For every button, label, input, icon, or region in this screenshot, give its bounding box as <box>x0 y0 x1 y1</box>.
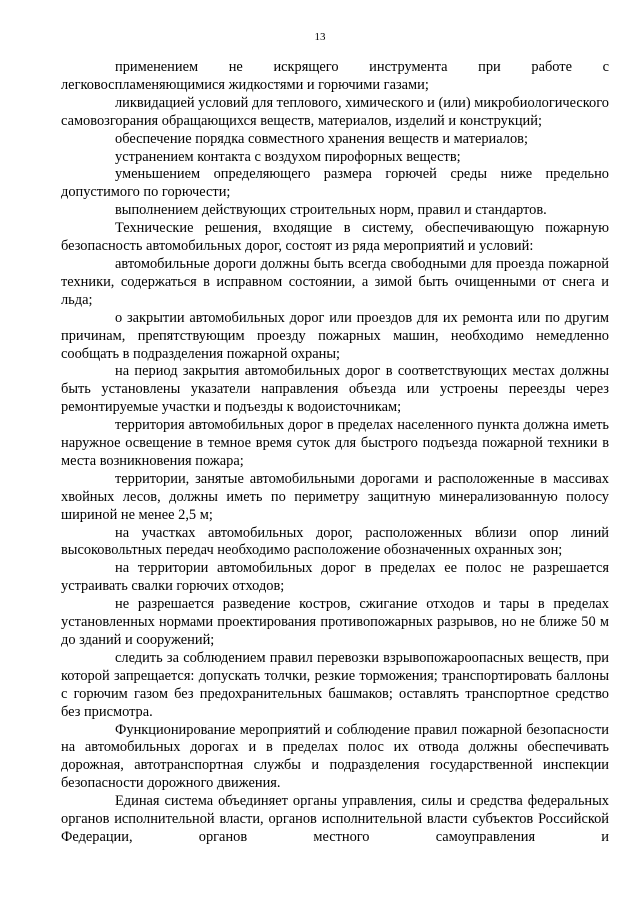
paragraph: территории, занятые автомобильными дорогами и расположенные в массивах хвойных лесов, должны иметь по периметру защитную минерализованную полосу шириной не менее 2,5 м; <box>61 470 609 523</box>
paragraph: Единая система объединяет органы управления, силы и средства федеральных органов исполнительной власти, органов исполнительной власти субъектов Российской Федерации, органов местного самоуправления и <box>61 793 609 845</box>
paragraph: не разрешается разведение костров, сжигание отходов и тары в пределах установленных нормами проектирования противопожарных разрывов, но не ближе 50 м до зданий и сооружений; <box>61 596 609 648</box>
paragraph: следить за соблюдением правил перевозки взрывопожароопасных веществ, при которой запрещается: допускать толчки, резкие торможения; транспортировать баллоны с горючим газом без предохранительных башмаков; оставлять транспортное средство без присмотра. <box>61 649 609 720</box>
paragraph: на участках автомобильных дорог, расположенных вблизи опор линий высоковольтных передач необходимо расположение обозначенных охранных зон; <box>61 524 609 559</box>
paragraph: на территории автомобильных дорог в пределах ее полос не разрешается устраивать свалки горючих отходов; <box>61 560 609 595</box>
paragraph: на период закрытия автомобильных дорог в соответствующих местах должны быть установлены указатели направления объезда или устроены переезды через ремонтируемые участки и подъезды к водоисточникам; <box>61 363 609 416</box>
paragraph: устранением контакта с воздухом пирофорных веществ; <box>115 148 461 165</box>
paragraph: автомобильные дороги должны быть всегда свободными для проезда пожарной техники, содержаться в исправном состоянии, а зимой быть очищенными от снега и льда; <box>61 255 609 308</box>
paragraph: о закрытии автомобильных дорог или проездов для их ремонта или по другим причинам, препятствующим проезду пожарных машин, необходимо немедленно сообщать в подразделения пожарной охраны; <box>61 309 609 362</box>
page-number: 13 <box>314 31 326 43</box>
paragraph: Функционирование мероприятий и соблюдение правил пожарной безопасности на автомобильных дорогах и в пределах полос их отвода должны обеспечивать дорожная, автотранспортная службы и подразделения государственной инспекции безопасности дорожного движения. <box>61 721 609 792</box>
paragraph: применением не искрящего инструмента при работе с легковоспламеняющимися жидкостями и горючими газами; <box>61 59 609 93</box>
paragraph: уменьшением определяющего размера горючей среды ниже предельно допустимого по горючести; <box>61 166 609 201</box>
paragraph: Технические решения, входящие в систему, обеспечивающую пожарную безопасность автомобильных дорог, состоят из ряда мероприятий и условий: <box>61 220 609 255</box>
paragraph: территория автомобильных дорог в пределах населенного пункта должна иметь наружное освещение в темное время суток для быстрого подъезда пожарной техники в места возникновения пожара; <box>61 417 609 469</box>
document-body <box>61 59 609 847</box>
paragraph: выполнением действующих строительных норм, правил и стандартов. <box>115 202 547 219</box>
paragraph: ликвидацией условий для теплового, химического и (или) микробиологического самовозгорания обращающихся веществ, материалов, изделий и конструкций; <box>61 94 609 129</box>
paragraph: обеспечение порядка совместного хранения веществ и материалов; <box>115 130 528 147</box>
